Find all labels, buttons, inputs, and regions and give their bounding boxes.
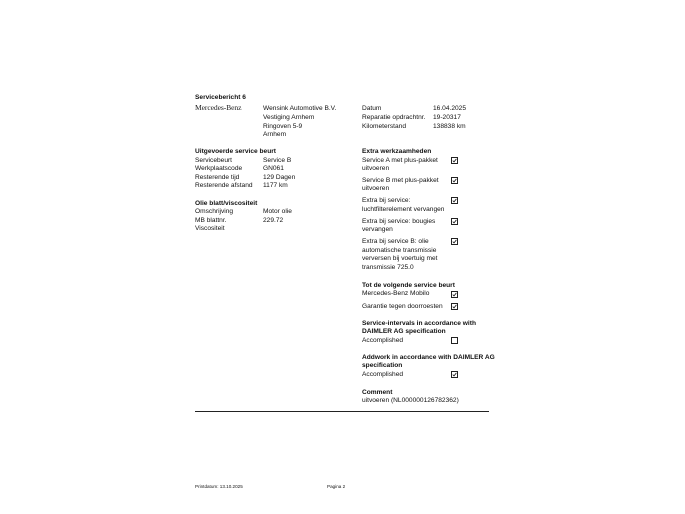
report-title: Servicebericht 6 [195,94,246,101]
next-service-heading: Tot de volgende service beurt [362,282,455,289]
extra-item-4-line-2: vervangen [362,226,393,233]
date-value: 16.04.2025 [433,105,467,112]
intervals-heading-line-2: DAIMLER AG specification [362,328,446,335]
service-type-label: Servicebeurt [195,157,233,164]
intervals-accomplished-label: Accomplished [362,337,404,344]
mileage-value: 138838 km [433,123,466,130]
extra-item-4-checkbox[interactable] [451,218,458,225]
checkmark-icon [452,178,457,183]
addwork-heading-line-1: Addwork in accordance with DAIMLER AG [362,354,495,361]
dealer-street: Ringoven 5-9 [263,123,303,130]
remaining-distance-value: 1177 km [263,182,288,189]
dealer-branch: Vestiging Arnhem [263,114,315,121]
section-divider [195,411,489,412]
rust-warranty-checkbox[interactable] [451,303,458,310]
checkmark-icon [452,372,457,377]
extra-work-heading: Extra werkzaamheden [362,148,432,155]
intervals-checkbox[interactable] [451,337,458,344]
extra-item-3-line-1: Extra bij service: [362,197,411,204]
oil-description-value: Motor olie [263,208,292,215]
extra-item-5-line-1: Extra bij service B: olie [362,238,429,245]
extra-item-1-line-2: uitvoeren [362,165,390,172]
mobilo-checkbox[interactable] [451,291,458,298]
page-number: Pagina 2 [327,484,346,489]
dealer-name: Wensink Automotive B.V. [263,105,337,112]
checkmark-icon [452,219,457,224]
comment-text: uitvoeren (NL000000126782362) [362,397,459,404]
workshop-code-label: Werkplaatscode [195,165,243,172]
mobilo-label: Mercedes-Benz Mobilo [362,290,430,297]
order-number-label: Reparatie opdrachtnr. [362,114,426,121]
remaining-time-value: 129 Dagen [263,174,296,181]
checkmark-icon [452,292,457,297]
dealer-city: Arnhem [263,131,287,138]
extra-item-5-checkbox[interactable] [451,238,458,245]
checkmark-icon [452,198,457,203]
workshop-code-value: GN061 [263,165,284,172]
oil-description-label: Omschrijving [195,208,234,215]
extra-item-2-line-2: uitvoeren [362,185,390,192]
remaining-time-label: Resterende tijd [195,174,240,181]
extra-item-1-line-1: Service A met plus-pakket [362,157,438,164]
addwork-checkbox[interactable] [451,371,458,378]
addwork-heading-line-2: specification [362,362,403,369]
oil-sheet-label: MB blattnr. [195,217,227,224]
checkmark-icon [452,304,457,309]
mercedes-benz-logo: Mercedes-Benz [195,103,242,112]
order-number-value: 19-20317 [433,114,461,121]
comment-heading: Comment [362,389,393,396]
extra-item-5-line-4: transmissie 725.0 [362,264,414,271]
service-type-value: Service B [263,157,292,164]
mileage-label: Kilometerstand [362,123,406,130]
oil-sheet-value: 229.72 [263,217,284,224]
extra-item-4-line-1: Extra bij service: bougies [362,218,436,225]
intervals-heading-line-1: Service-intervals in accordance with [362,320,476,327]
extra-item-5-line-3: verversen bij voertuig met [362,255,438,262]
extra-item-1-checkbox[interactable] [451,157,458,164]
extra-item-5-line-2: automatische transmissie [362,247,437,254]
viscosity-label: Viscositeit [195,225,225,232]
remaining-distance-label: Resterende afstand [195,182,253,189]
checkmark-icon [452,239,457,244]
extra-item-2-checkbox[interactable] [451,177,458,184]
service-heading: Uitgevoerde service beurt [195,148,276,155]
date-label: Datum [362,105,382,112]
extra-item-2-line-1: Service B met plus-pakket [362,177,439,184]
checkmark-icon [452,158,457,163]
extra-item-3-line-2: luchtfilterelement vervangen [362,206,445,213]
extra-item-3-checkbox[interactable] [451,197,458,204]
print-date: Printdatum: 13.10.2025 [195,484,243,489]
addwork-accomplished-label: Accomplished [362,371,404,378]
oil-heading: Olie blatt/viscositeit [195,200,258,207]
rust-warranty-label: Garantie tegen doorroesten [362,303,443,310]
